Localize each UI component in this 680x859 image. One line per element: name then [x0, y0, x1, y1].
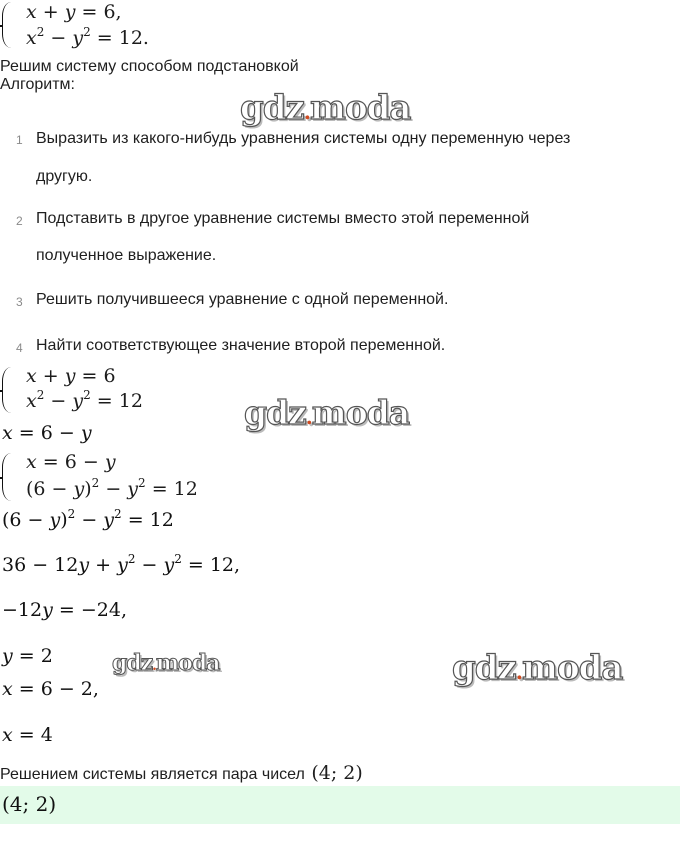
express-x: x = 6 − y [2, 422, 92, 444]
conclusion-value: (4; 2) [311, 762, 363, 784]
solution-line-1: $(6 - y)^2 - y^2 = 12$ [2, 507, 174, 531]
system-brace [2, 453, 13, 501]
algorithm-heading: Алгоритм: [0, 76, 75, 93]
solution-line-5: x = 6 − 2, [2, 678, 99, 700]
step-number: 3 [16, 295, 23, 309]
cutoff-line [0, 56, 680, 75]
watermark: gdz.moda [240, 88, 411, 128]
solution-line-4: y = 2 [2, 645, 53, 667]
step-text: полученное выражение. [36, 247, 217, 264]
step-number: 4 [16, 341, 23, 355]
system-brace [2, 367, 13, 413]
step-text: другую. [36, 168, 93, 185]
cutoff-text: Решим систему способом подстановкой [0, 58, 299, 75]
answer-value: (4; 2) [2, 792, 57, 816]
system-top-eq1: x + y = 6, [26, 1, 122, 23]
conclusion [0, 762, 363, 784]
system-top-eq2: $x^2 - y^2 = 12$. [26, 25, 149, 49]
system-mid-eq2: $x^2 - y^2 = 12$ [26, 388, 143, 412]
watermark: gdz.moda [112, 650, 220, 676]
step-number: 2 [16, 214, 23, 228]
answer-box [0, 786, 680, 824]
system-sub-eq1: x = 6 − y [26, 451, 116, 473]
step-number: 1 [16, 133, 23, 147]
step-text: Подставить в другое уравнение системы вместо этой переменной [36, 210, 530, 227]
step-text: Найти соответствующее значение второй переменной. [36, 337, 446, 354]
step-text: Решить получившееся уравнение с одной переменной. [36, 291, 449, 308]
watermark: gdz.moda [244, 393, 410, 432]
solution-line-6: x = 4 [2, 724, 53, 746]
system-brace [2, 2, 13, 48]
system-sub-eq2: $(6 - y)^2 - y^2 = 12$ [26, 476, 198, 500]
system-mid-eq1: x + y = 6 [26, 365, 116, 387]
watermark: gdz.moda [452, 648, 623, 688]
solution-line-3: −12y = −24, [2, 599, 127, 621]
step-text: Выразить из какого-нибудь уравнения системы одну переменную через [36, 130, 571, 147]
conclusion-text: Решением системы является пара чисел [0, 766, 305, 783]
solution-line-2: $36 - 12y + y^2 - y^2 = 12$, [2, 552, 241, 576]
